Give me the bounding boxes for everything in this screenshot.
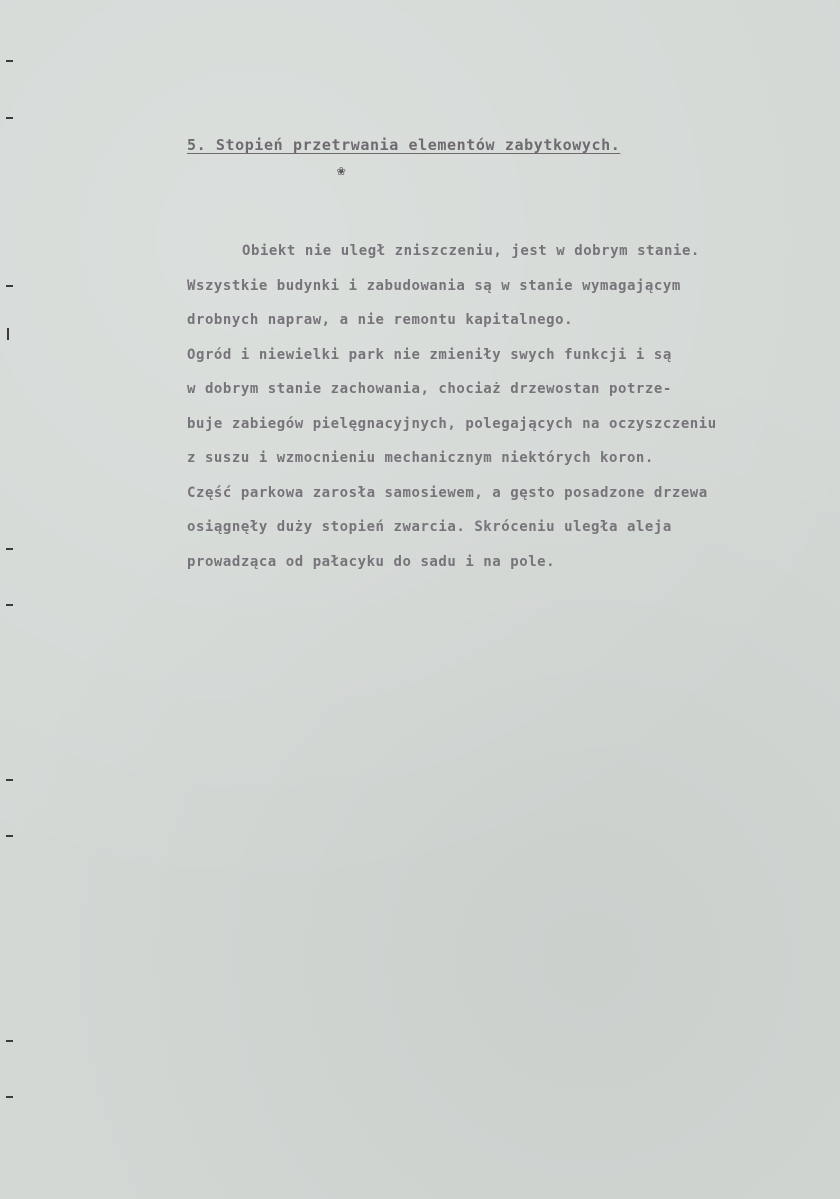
margin-mark — [6, 779, 13, 781]
margin-mark — [6, 548, 13, 550]
margin-mark — [6, 1096, 13, 1098]
section-heading: 5. Stopień przetrwania elementów zabytkowych. — [187, 136, 621, 154]
text-line: prowadząca od pałacyku do sadu i na pole. — [187, 553, 556, 570]
margin-mark — [6, 835, 13, 837]
ink-blot-icon: ❀ — [337, 163, 346, 179]
margin-mark — [6, 604, 13, 606]
text-line: Część parkowa zarosła samosiewem, a gęsto posadzone drzewa — [187, 484, 708, 501]
text-line: osiągnęły duży stopień zwarcia. Skróceniu uległa aleja — [187, 519, 672, 535]
text-line: w dobrym stanie zachowania, chociaż drzewostan potrze- — [187, 381, 672, 397]
margin-mark — [7, 328, 9, 340]
text-line: drobnych napraw, a nie remontu kapitalnego. — [187, 312, 574, 328]
text-line: Wszystkie budynki i zabudowania są w stanie wymagającym — [187, 277, 681, 294]
margin-mark — [6, 117, 13, 119]
body-paragraph — [187, 234, 827, 579]
text-line: Ogród i niewielki park nie zmieniły swych funkcji i są — [187, 346, 672, 363]
text-line: z suszu i wzmocnieniu mechanicznym niektórych koron. — [187, 450, 654, 466]
margin-mark — [6, 285, 13, 287]
text-line: buje zabiegów pielęgnacyjnych, polegających na oczyszczeniu — [187, 415, 717, 432]
margin-mark — [6, 60, 13, 62]
text-line: Obiekt nie uległ zniszczeniu, jest w dobrym stanie. — [242, 243, 700, 259]
margin-mark — [6, 1040, 13, 1042]
